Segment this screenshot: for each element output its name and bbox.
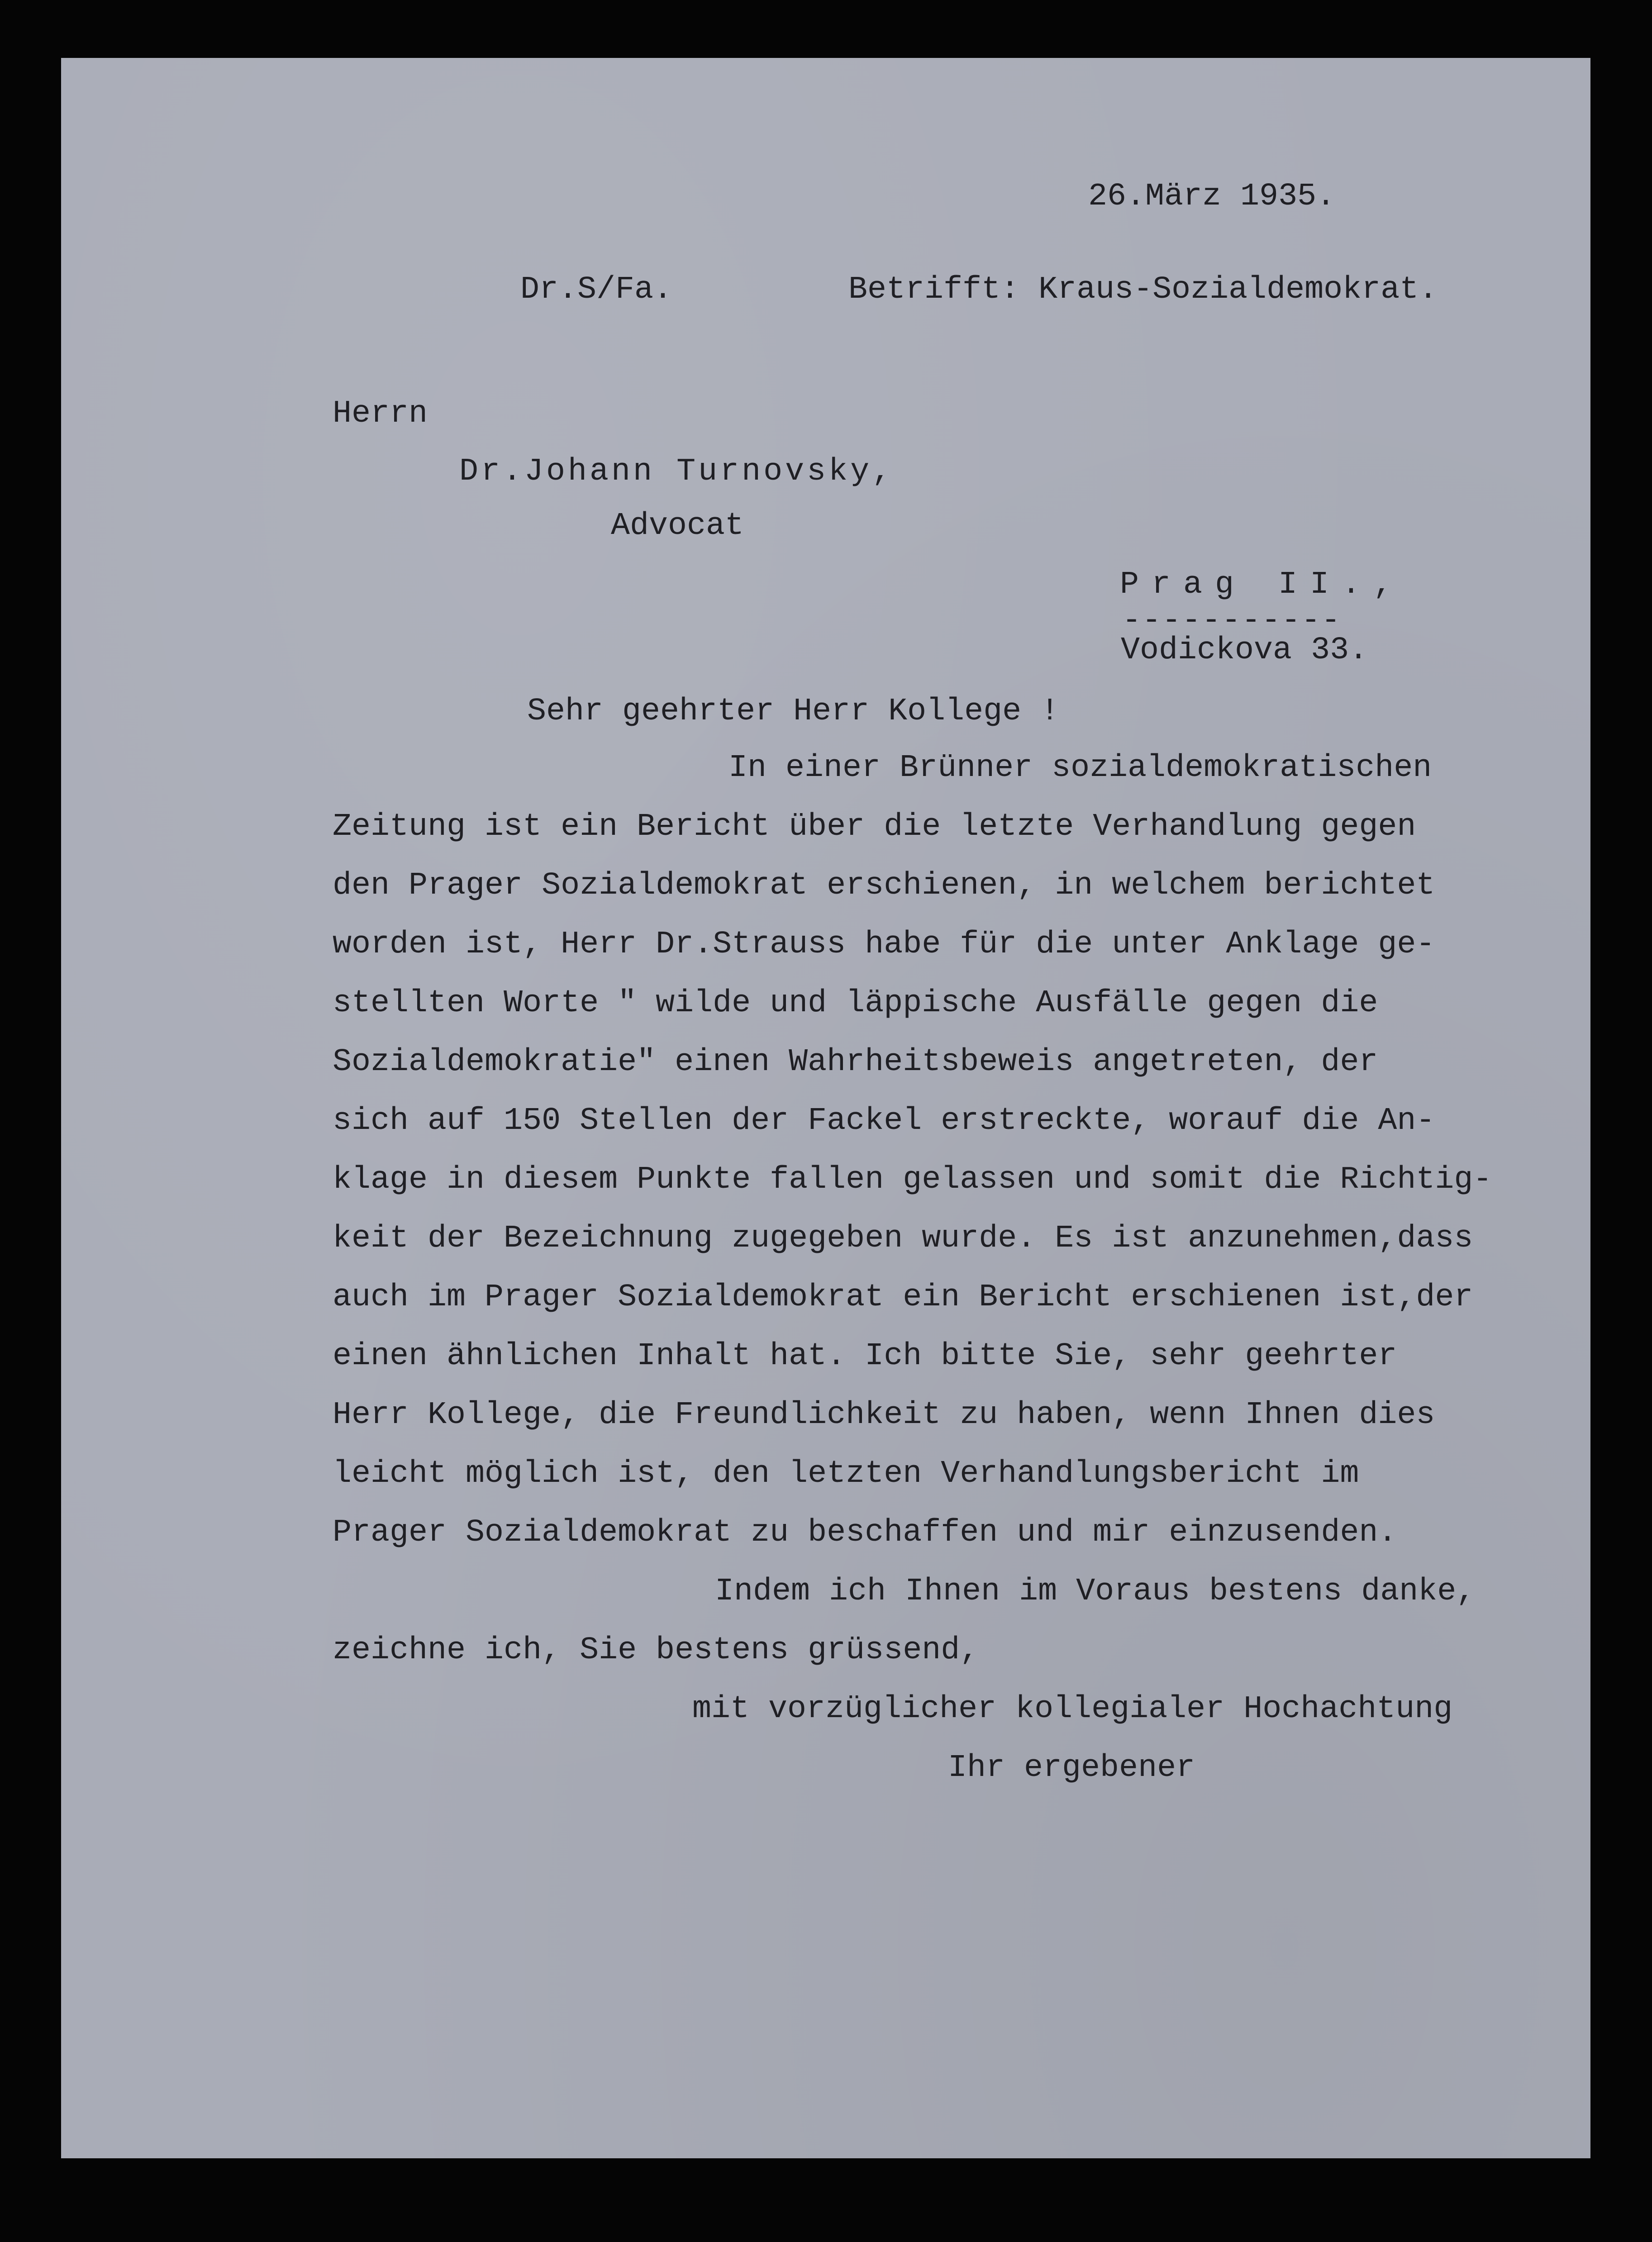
body-line: Zeitung ist ein Bericht über die letzte Verhandlung gegen	[333, 809, 1416, 845]
letter-date: 26.März 1935.	[1088, 179, 1336, 214]
body-line: In einer Brünner sozialdemokratischen	[728, 750, 1432, 786]
letter-sheet	[61, 58, 1590, 2158]
body-line: einen ähnlichen Inhalt hat. Ich bitte Sie, sehr geehrter	[333, 1338, 1397, 1374]
body-line: worden ist, Herr Dr.Strauss habe für die unter Anklage ge-	[333, 927, 1435, 962]
closing-line: Indem ich Ihnen im Voraus bestens danke,	[715, 1574, 1476, 1609]
body-line: klage in diesem Punkte fallen gelassen und somit die Richtig-	[333, 1162, 1492, 1198]
reference-code: Dr.S/Fa.	[520, 272, 673, 308]
body-line: stellten Worte " wilde und läppische Ausfälle gegen die	[333, 985, 1378, 1021]
recipient-title: Advocat	[611, 508, 744, 544]
closing-line: mit vorzüglicher kollegialer Hochachtung	[692, 1691, 1453, 1727]
recipient-city: Prag II.,	[1120, 567, 1405, 603]
body-line: den Prager Sozialdemokrat erschienen, in welchem berichtet	[333, 868, 1435, 904]
body-line: auch im Prager Sozialdemokrat ein Bericht erschienen ist,der	[333, 1280, 1473, 1315]
closing-line: zeichne ich, Sie bestens grüssend,	[333, 1633, 979, 1668]
body-line: sich auf 150 Stellen der Fackel erstreckte, worauf die An-	[333, 1103, 1435, 1139]
salutation-to: Herrn	[333, 396, 428, 432]
body-line: Sozialdemokratie" einen Wahrheitsbeweis angetreten, der	[333, 1044, 1378, 1080]
body-line: leicht möglich ist, den letzten Verhandlungsbericht im	[333, 1456, 1359, 1492]
recipient-street: Vodickova 33.	[1121, 633, 1368, 668]
body-line: Herr Kollege, die Freundlichkeit zu haben, wenn Ihnen dies	[333, 1397, 1435, 1433]
closing-line: Ihr ergebener	[948, 1750, 1195, 1786]
subject-line: Betrifft: Kraus-Sozialdemokrat.	[848, 272, 1438, 308]
recipient-name: Dr.Johann Turnovsky,	[459, 454, 894, 490]
city-underline: -----------	[1122, 603, 1342, 639]
body-line: Prager Sozialdemokrat zu beschaffen und mir einzusenden.	[333, 1515, 1397, 1551]
greeting: Sehr geehrter Herr Kollege !	[527, 694, 1060, 729]
body-line: keit der Bezeichnung zugegeben wurde. Es ist anzunehmen,dass	[333, 1221, 1473, 1257]
